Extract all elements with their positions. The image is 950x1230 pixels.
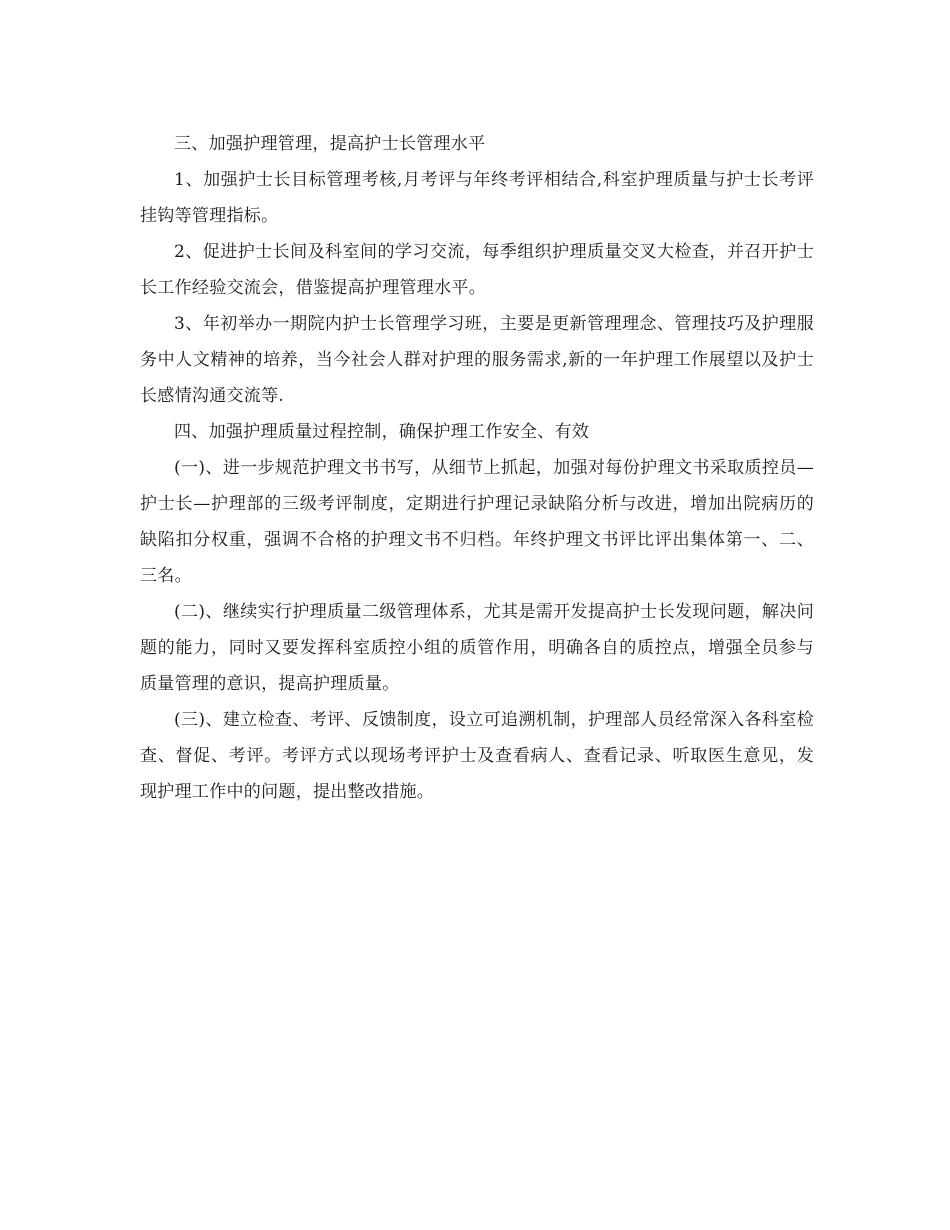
paragraph-sub-3: (三)、建立检查、考评、反馈制度，设立可追溯机制，护理部人员经常深入各科室检查、督促、考评。考评方式以现场考评护士及查看病人、查看记录、听取医生意见，发现护理工作中的问题，提出整改措施。: [140, 710, 814, 802]
paragraph-sub-2: (二)、继续实行护理质量二级管理体系，尤其是需开发提高护士长发现问题，解决问题的能力，同时又要发挥科室质控小组的质管作用，明确各自的质控点，增强全员参与质量管理的意识，提高护理质量。: [140, 602, 814, 694]
section-heading-3: 三、加强护理管理，提高护士长管理水平: [174, 134, 486, 154]
paragraph-sub-1: (一)、进一步规范护理文书书写，从细节上抓起，加强对每份护理文书采取质控员—护士长—护理部的三级考评制度，定期进行护理记录缺陷分析与改进，增加出院病历的缺陷扣分权重，强调不合格的护理文书不归档。年终护理文书评比评出集体第一、二、三名。: [140, 458, 814, 586]
paragraph-item-3: 3、年初举办一期院内护士长管理学习班，主要是更新管理理念、管理技巧及护理服务中人文精神的培养，当今社会人群对护理的服务需求,新的一年护理工作展望以及护士长感情沟通交流等.: [140, 314, 814, 406]
paragraph-item-2: 2、促进护士长间及科室间的学习交流，每季组织护理质量交叉大检查，并召开护士长工作经验交流会，借鉴提高护理管理水平。: [140, 242, 814, 298]
section-heading-4: 四、加强护理质量过程控制，确保护理工作安全、有效: [174, 422, 590, 442]
document-body: [140, 126, 814, 810]
paragraph-item-1: 1、加强护士长目标管理考核,月考评与年终考评相结合,科室护理质量与护士长考评挂钩等管理指标。: [140, 170, 814, 226]
